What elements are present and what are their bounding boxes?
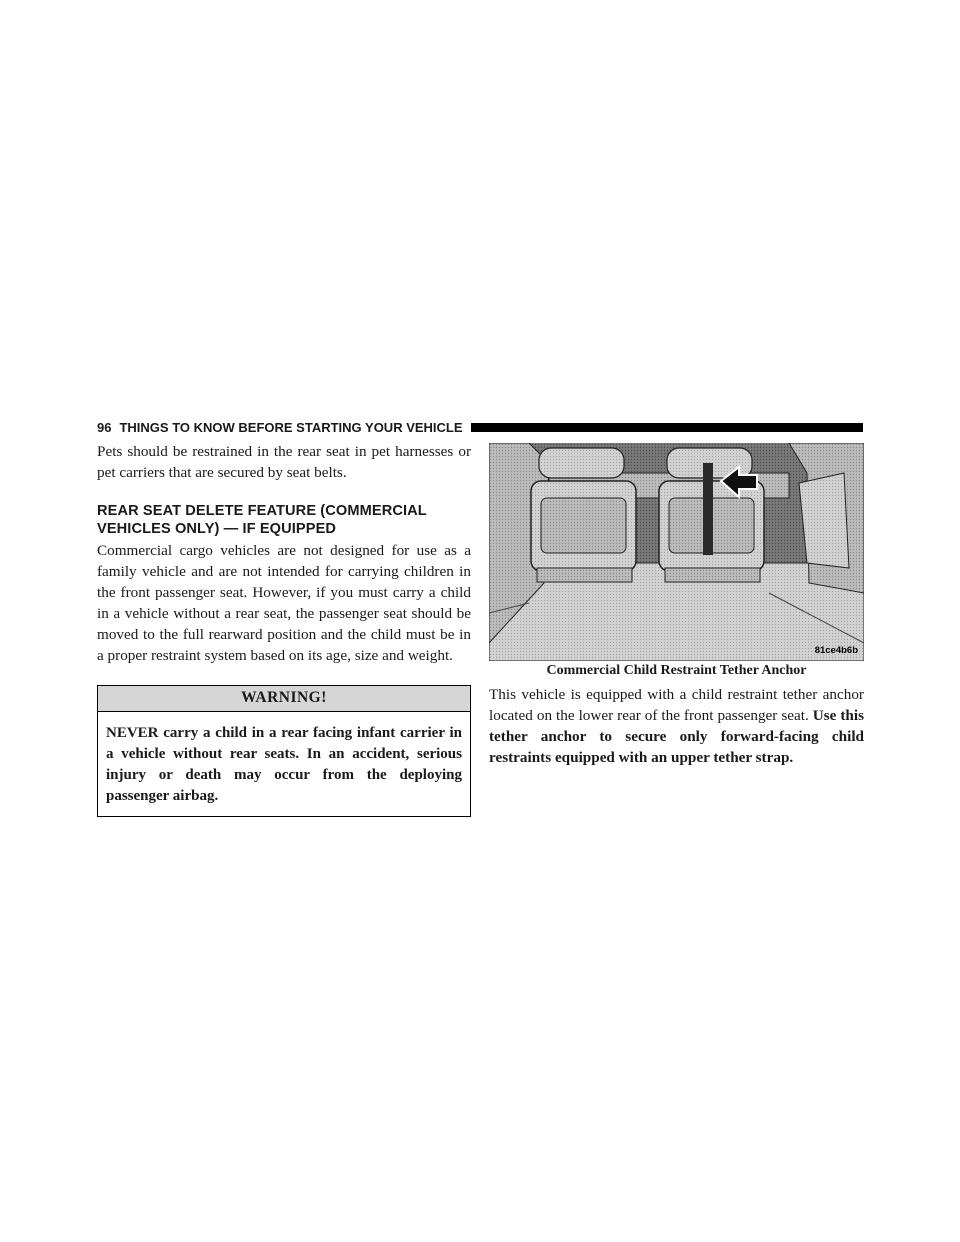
figure-caption: Commercial Child Restraint Tether Anchor	[546, 663, 807, 678]
figure-code: 81ce4b6b	[814, 645, 858, 656]
left-column	[97, 441, 471, 817]
page-number: 96	[97, 419, 112, 435]
warning-title: WARNING!	[98, 686, 470, 712]
commercial-paragraph: Commercial cargo vehicles are not designed for use as a family vehicle and are not intended for carrying children in the front passenger seat. However, if you must carry a child in a vehicle without a rear seat, the passenger seat should be moved to the full rearward position and the child must be in a proper restraint system based on its age, size and weight.	[97, 542, 471, 664]
pets-paragraph: Pets should be restrained in the rear seat in pet harnesses or pet carriers that are secured by seat belts.	[97, 443, 471, 481]
section-heading: REAR SEAT DELETE FEATURE (COMMERCIAL VEHICLES ONLY) — IF EQUIPPED	[97, 503, 427, 537]
tether-anchor-figure	[489, 443, 864, 661]
van-interior-illustration	[489, 443, 864, 661]
warning-text: NEVER carry a child in a rear facing infant carrier in a vehicle without rear seats. In an accident, serious injury or death may occur from the deploying passenger airbag.	[106, 725, 462, 804]
tether-paragraph-bold: Use this tether anchor to secure only forward-facing child restraints equipped with an upper tether strap.	[489, 707, 864, 766]
tether-paragraph	[489, 684, 864, 768]
warning-box	[97, 685, 471, 817]
page-header	[97, 417, 863, 437]
right-column	[489, 443, 864, 768]
header-rule	[471, 423, 863, 432]
running-title: THINGS TO KNOW BEFORE STARTING YOUR VEHICLE	[119, 419, 463, 435]
tether-paragraph-plain: This vehicle is equipped with a child restraint tether anchor located on the lower rear of the front passenger seat.	[489, 686, 864, 724]
